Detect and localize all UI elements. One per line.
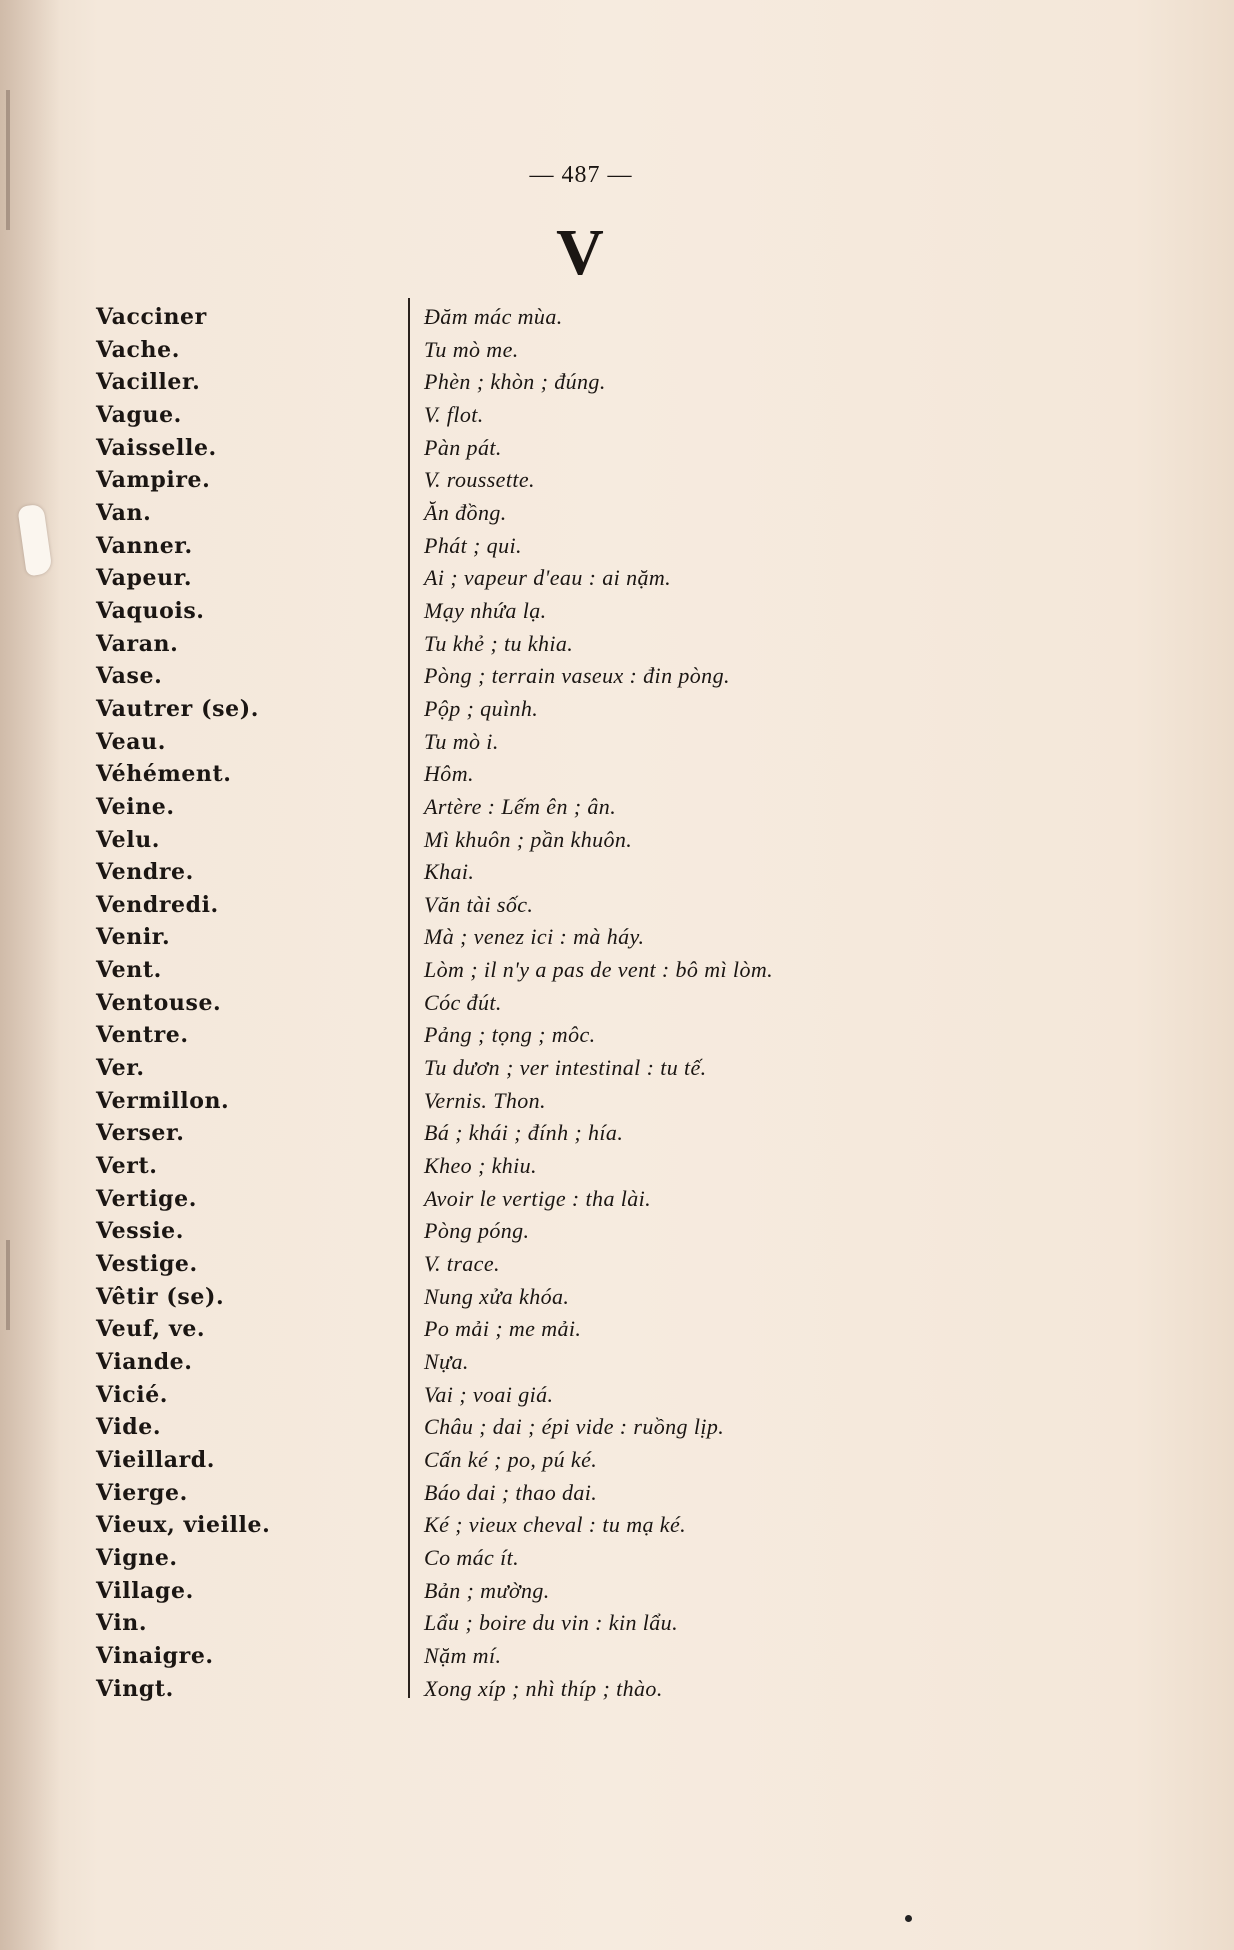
ink-spot: [905, 1915, 912, 1922]
dictionary-headword: Vert.: [96, 1153, 158, 1180]
dictionary-headword: Vendredi.: [96, 891, 219, 918]
dictionary-translation: Tu khẻ ; tu khia.: [424, 630, 574, 656]
dictionary-translation: Tu dươn ; ver intestinal : tu tế.: [424, 1055, 707, 1081]
dictionary-translation: Co mác ít.: [424, 1544, 520, 1570]
dictionary-headword: Vaciller.: [96, 369, 201, 396]
dictionary-translation: Hôm.: [424, 761, 474, 787]
dictionary-translation: Bá ; khái ; đính ; hía.: [424, 1120, 624, 1146]
dictionary-headword: Vertige.: [96, 1185, 197, 1212]
dictionary-translation: Cóc đút.: [424, 989, 502, 1015]
dictionary-headword: Van.: [96, 499, 152, 526]
dictionary-headword: Vase.: [96, 663, 163, 690]
dictionary-translation: Ké ; vieux cheval : tu mạ ké.: [424, 1512, 687, 1538]
dictionary-translation: Xong xíp ; nhì thíp ; thào.: [424, 1675, 663, 1701]
dictionary-translation: Kheo ; khiu.: [424, 1153, 537, 1179]
column-divider: [408, 298, 410, 1698]
dictionary-translation: Cấn ké ; po, pú ké.: [424, 1446, 598, 1472]
dictionary-headword: Varan.: [96, 630, 179, 657]
translation-column: [424, 301, 1224, 1705]
dictionary-headword: Vingt.: [96, 1675, 174, 1702]
dictionary-headword: Vide.: [96, 1414, 162, 1441]
dictionary-headword: Vent.: [96, 957, 162, 984]
dictionary-headword: Vieillard.: [96, 1446, 215, 1473]
dictionary-headword: Ver.: [96, 1055, 145, 1082]
dictionary-translation: Pòng ; terrain vaseux : đin pòng.: [424, 663, 730, 689]
dictionary-translation: Vernis. Thon.: [424, 1087, 546, 1113]
section-letter: V: [556, 216, 604, 289]
dictionary-headword: Vaquois.: [96, 597, 205, 624]
dictionary-headword: Veine.: [96, 793, 175, 820]
dictionary-headword: Ventre.: [96, 1022, 189, 1049]
dictionary-headword: Vicié.: [96, 1381, 169, 1408]
dictionary-headword: Vestige.: [96, 1251, 198, 1278]
dictionary-headword: Vêtir (se).: [96, 1283, 225, 1310]
dictionary-headword: Vague.: [96, 401, 182, 428]
dictionary-headword: Veuf, ve.: [96, 1316, 206, 1343]
dictionary-translation: V. flot.: [424, 401, 484, 427]
dictionary-translation: Artère : Lếm ên ; ân.: [424, 793, 617, 819]
dictionary-headword: Vessie.: [96, 1218, 185, 1245]
dictionary-translation: Avoir le vertige : tha lài.: [424, 1185, 652, 1211]
dictionary-headword: Vierge.: [96, 1479, 188, 1506]
dictionary-translation: Tu mò i.: [424, 728, 499, 754]
dictionary-headword: Verser.: [96, 1120, 185, 1147]
dictionary-headword: Viande.: [96, 1349, 193, 1375]
dictionary-translation: Đăm mác mùa.: [424, 304, 563, 329]
dictionary-headword: Vanner.: [96, 532, 193, 559]
dictionary-translation: Nặm mí.: [424, 1642, 502, 1668]
dictionary-translation: Pòng póng.: [424, 1218, 530, 1244]
binding-mark: [6, 90, 10, 230]
dictionary-headword: Veau.: [96, 728, 166, 755]
dictionary-translation: Vai ; voai giá.: [424, 1381, 554, 1407]
dictionary-translation: Phát ; qui.: [424, 532, 522, 558]
dictionary-translation: Pảng ; tọng ; môc.: [424, 1022, 596, 1048]
dictionary-headword: Vacciner: [96, 304, 207, 330]
dictionary-headword: Vache.: [96, 336, 180, 363]
dictionary-translation: Nung xửa khóa.: [424, 1283, 570, 1309]
dictionary-headword: Vaisselle.: [96, 434, 217, 461]
dictionary-translation: Lòm ; il n'y a pas de vent : bô mì lòm.: [424, 957, 774, 983]
dictionary-headword: Vendre.: [96, 859, 194, 886]
dictionary-translation: Ăn đồng.: [424, 499, 507, 525]
dictionary-headword: Vinaigre.: [96, 1642, 214, 1669]
dictionary-translation: Phèn ; khòn ; đúng.: [424, 369, 606, 395]
dictionary-headword: Velu.: [96, 826, 161, 853]
headword-column: [96, 301, 396, 1705]
dictionary-translation: Báo dai ; thao dai.: [424, 1479, 598, 1505]
dictionary-translation: Mà ; venez ici : mà háy.: [424, 924, 645, 950]
dictionary-translation: Văn tài sốc.: [424, 891, 534, 917]
dictionary-translation: Bản ; mường.: [424, 1577, 550, 1603]
dictionary-translation: Pộp ; quình.: [424, 695, 539, 721]
dictionary-headword: Village.: [96, 1577, 194, 1604]
dictionary-headword: Ventouse.: [96, 989, 222, 1016]
page-edge-shadow: [0, 0, 60, 1950]
dictionary-translation: V. trace.: [424, 1251, 500, 1277]
dictionary-translation: Châu ; dai ; épi vide : ruồng lịp.: [424, 1414, 725, 1440]
dictionary-headword: Vapeur.: [96, 565, 193, 592]
dictionary-translation: V. roussette.: [424, 467, 535, 493]
dictionary-headword: Vampire.: [96, 467, 211, 494]
dictionary-translation: Mì khuôn ; pần khuôn.: [424, 826, 633, 852]
dictionary-headword: Véhément.: [96, 761, 232, 788]
dictionary-translation: Lẩu ; boire du vin : kin lẩu.: [424, 1610, 678, 1636]
page-number: — 487 —: [529, 162, 633, 188]
dictionary-headword: Vermillon.: [96, 1087, 230, 1114]
dictionary-headword: Vin.: [96, 1610, 148, 1637]
dictionary-translation: Khai.: [424, 859, 475, 885]
dictionary-translation: Tu mò me.: [424, 336, 519, 362]
binding-mark: [6, 1240, 10, 1330]
dictionary-headword: Vigne.: [96, 1544, 178, 1571]
dictionary-translation: Pàn pát.: [424, 434, 502, 460]
dictionary-translation: Nựa.: [424, 1349, 469, 1374]
dictionary-headword: Vieux, vieille.: [96, 1512, 271, 1539]
dictionary-translation: Mạy nhứa lạ.: [424, 597, 547, 623]
dictionary-translation: Po mải ; me mải.: [424, 1316, 582, 1342]
dictionary-headword: Venir.: [96, 924, 171, 951]
dictionary-translation: Ai ; vapeur d'eau : ai nặm.: [424, 565, 672, 591]
dictionary-headword: Vautrer (se).: [96, 695, 259, 722]
